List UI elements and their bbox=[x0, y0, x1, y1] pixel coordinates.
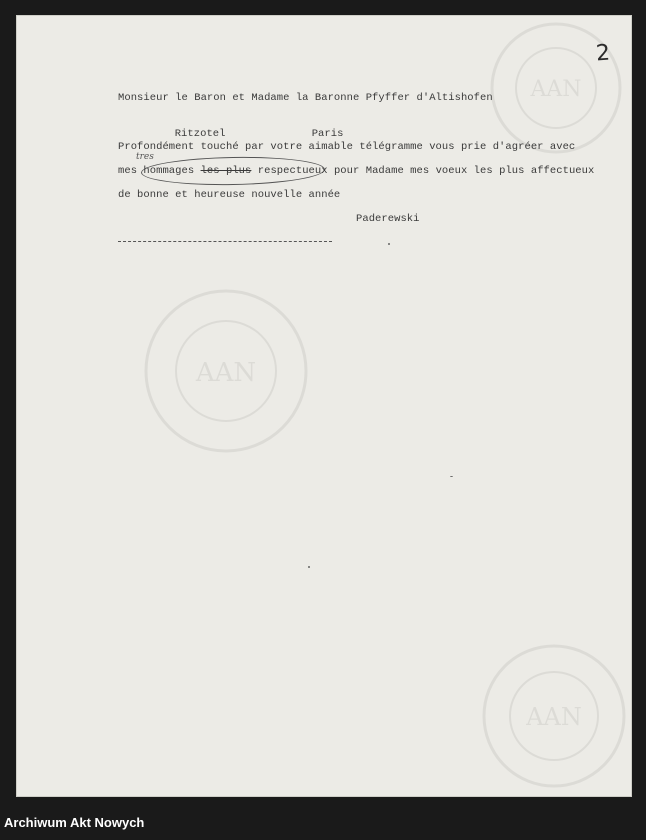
body-line-1: Profondément touché par votre aimable télégramme vous prie d'agréer avec bbox=[118, 141, 576, 153]
location-line bbox=[162, 116, 226, 140]
svg-text:AAN: AAN bbox=[530, 77, 582, 102]
archive-label: Archiwum Akt Nowych bbox=[4, 815, 145, 830]
ink-speck bbox=[450, 476, 453, 477]
struck-text: les plus bbox=[200, 165, 252, 177]
archive-stamp-bottom bbox=[478, 640, 630, 792]
hotel-name: Ritzotel bbox=[174, 128, 226, 140]
body-line-2-end: pour Madame mes voeux les plus affectueux bbox=[327, 165, 595, 177]
city-line bbox=[299, 116, 343, 140]
svg-text:AAN: AAN bbox=[195, 358, 257, 388]
city-name: Paris bbox=[311, 128, 344, 140]
handwritten-insert: trеs bbox=[136, 152, 154, 162]
ink-speck bbox=[388, 243, 390, 245]
archive-stamp-middle bbox=[140, 285, 312, 457]
separator-rule bbox=[118, 241, 332, 242]
respectueux-word: respectueux bbox=[251, 165, 328, 177]
addressee-line: Monsieur le Baron et Madame la Baronne Pfyffer d'Altishofen bbox=[118, 92, 493, 104]
body-line-2 bbox=[118, 165, 594, 177]
archive-stamp-top bbox=[482, 18, 630, 158]
body-line-3: de bonne et heureuse nouvelle année bbox=[118, 189, 341, 201]
signature: Paderewski bbox=[356, 213, 420, 225]
page-number: 2 bbox=[595, 40, 611, 67]
ink-speck bbox=[308, 566, 310, 568]
body-line-2-start: mes bbox=[118, 165, 144, 177]
svg-text:AAN: AAN bbox=[526, 703, 582, 731]
hommages-word: hommages bbox=[143, 165, 201, 177]
